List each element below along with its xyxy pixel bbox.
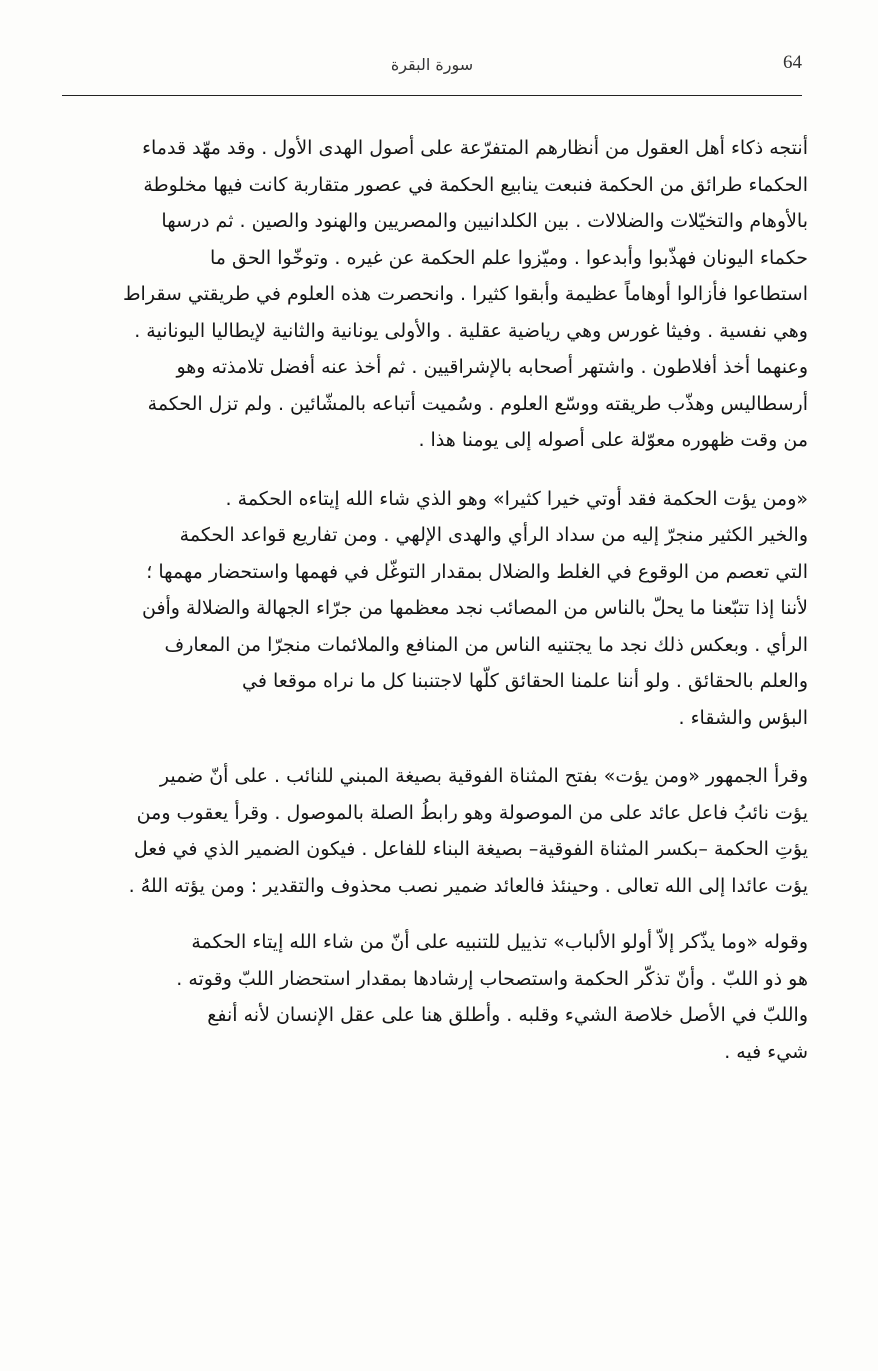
text-line: واللبّ في الأصل خلاصة الشيء وقلبه . وأطلق هنا على عقل الإنسان لأنه أنفع (207, 1004, 808, 1026)
header-rule (62, 95, 802, 96)
text-line: والخير الكثير منجرّ إليه من سداد الرأي والهدى الإلهي . ومن تفاريع قواعد الحكمة (179, 524, 808, 546)
text-line: يؤت عائدا إلى الله تعالى . وحينئذ فالعائد ضمير نصب محذوف والتقدير : ومن يؤته اللهُ . (128, 874, 808, 897)
text-line: وهي نفسية . وفيثا غورس وهي رياضية عقلية . والأولى يونانية والثانية لإيطاليا اليونانية . (134, 319, 808, 342)
text-line: «ومن يؤت الحكمة فقد أوتي خيرا كثيرا» وهو الذي شاء الله إيتاءه الحكمة . (225, 487, 808, 510)
text-line: أرسطاليس وهذّب طريقته ووسّع العلوم . وسُميت أتباعه بالمشّائين . ولم تزل الحكمة (147, 392, 808, 415)
text-line: من وقت ظهوره معوّلة على أصوله إلى يومنا هذا . (418, 429, 808, 451)
page-number: 64 (783, 52, 802, 73)
paragraph (62, 758, 808, 904)
text-line: حكماء اليونان فهذّبوا وأبدعوا . وميّزوا علم الحكمة عن غيره . وتوخّوا الحق ما (210, 246, 808, 269)
text-line: وقوله «وما يذّكر إلاّ أولو الألباب» تذييل للتنبيه على أنّ من شاء الله إيتاء الحكمة (191, 931, 808, 953)
text-line: هو ذو اللبّ . وأنّ تذكّر الحكمة واستصحاب إرشادها بمقدار استحضار اللبّ وقوته . (176, 967, 808, 990)
text-line: يؤت نائبُ فاعل عائد على من الموصولة وهو رابطُ الصلة بالموصول . وقرأ يعقوب ومن (136, 801, 808, 824)
body-text (62, 130, 808, 1070)
text-line: وعنهما أخذ أفلاطون . واشتهر أصحابه بالإشراقيين . ثم أخذ عنه أفضل تلامذته وهو (176, 356, 808, 378)
running-head (62, 52, 802, 86)
text-line: يؤتِ الحكمة –بكسر المثناة الفوقية– بصيغة البناء للفاعل . فيكون الضمير الذي في فعل (133, 838, 808, 860)
text-line: الرأي . وبعكس ذلك نجد ما يجتنيه الناس من المنافع والملائمات منجرّا من المعارف (164, 633, 808, 656)
text-line: والعلم بالحقائق . ولو أننا علمنا الحقائق كلّها لاجتنبنا كل ما نراه موقعا في (242, 670, 808, 692)
text-line: الحكماء طرائق من الحكمة فنبعت ينابيع الحكمة في عصور متقاربة كانت فيها مخلوطة (143, 173, 808, 196)
text-line: استطاعوا فأزالوا أوهاماً عظيمة وأبقوا كثيرا . وانحصرت هذه العلوم في طريقتي سقراط (122, 283, 808, 305)
text-line: وقرأ الجمهور «ومن يؤت» بفتح المثناة الفوقية بصيغة المبني للنائب . على أنّ ضمير (159, 765, 808, 787)
text-line: بالأوهام والتخيّلات والضلالات . بين الكلدانيين والمصريين والهنود والصين . ثم درسها (161, 210, 808, 232)
paragraph (62, 130, 808, 459)
text-line: شيء فيه . (724, 1040, 808, 1063)
text-line: أنتجه ذكاء أهل العقول من أنظارهم المتفرّعة على أصول الهدى الأول . وقد مهّد قدماء (142, 137, 808, 159)
text-line: لأننا إذا تتبّعنا ما يحلّ بالناس من المصائب نجد معظمها من جرّاء الجهالة والضلالة وأفن (141, 597, 808, 619)
text-line: البؤس والشقاء . (678, 706, 808, 729)
text-line: التي تعصم من الوقوع في الغلط والضلال بمقدار التوغّل في فهمها واستحضار مهمها ؛ (146, 560, 808, 583)
paragraph (62, 481, 808, 737)
surah-title: سورة البقرة (390, 55, 474, 74)
paragraph (62, 924, 808, 1070)
